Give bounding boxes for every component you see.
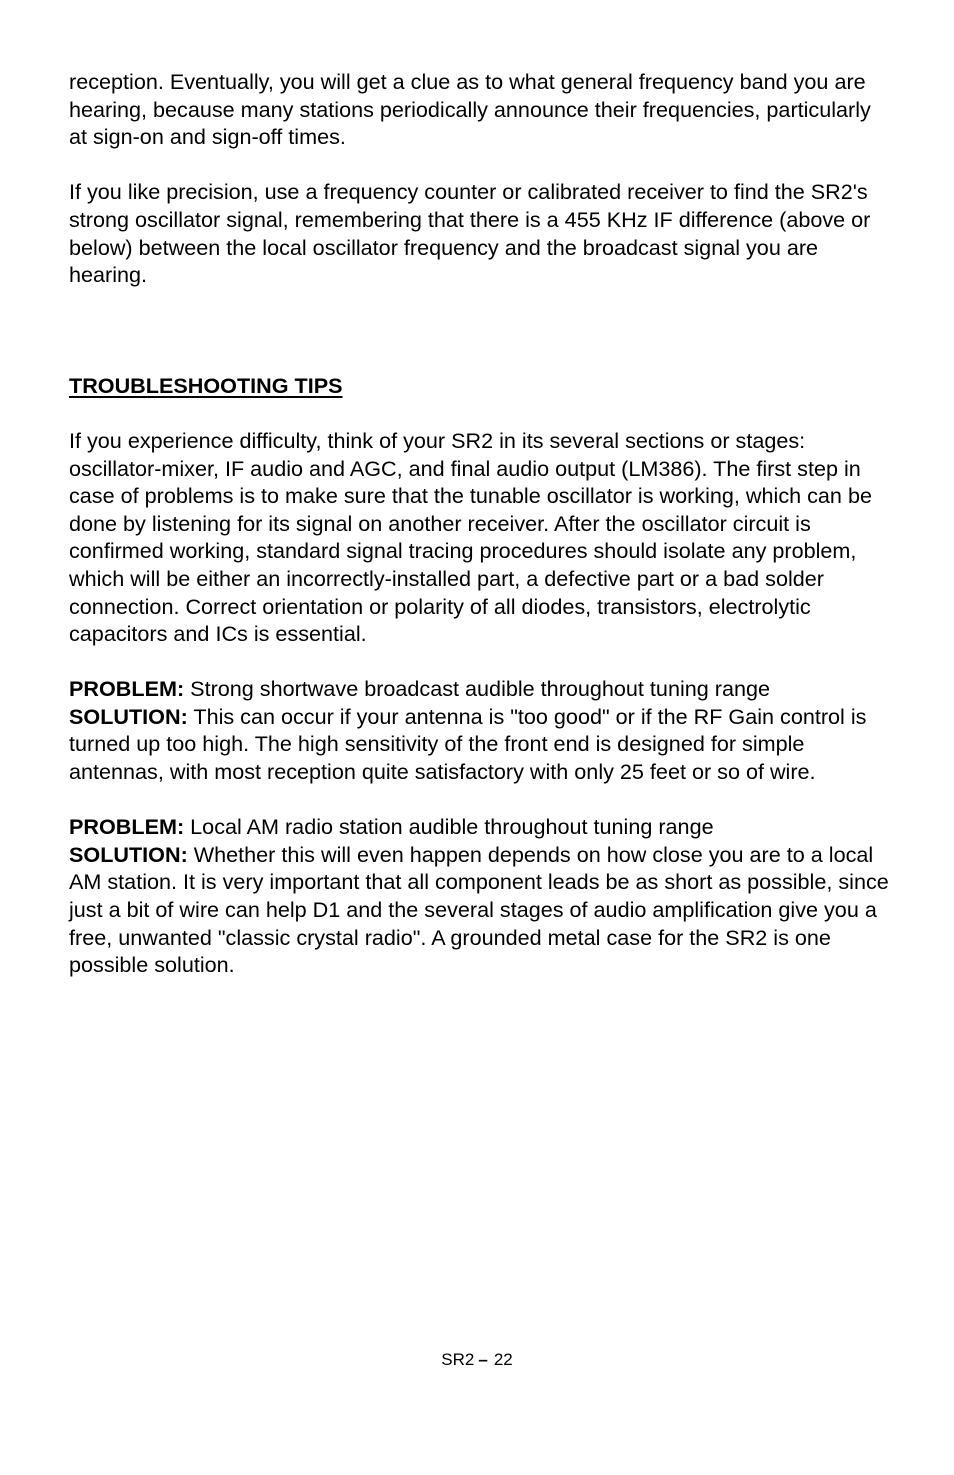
paragraph-reception: reception. Eventually, you will get a clue as to what general frequency band you are hearing, because many stations periodically announce their frequencies, particularly at sign-on and sign-off times.	[69, 69, 871, 150]
problem-2	[69, 813, 889, 979]
solution-label: SOLUTION:	[69, 841, 188, 867]
problem-text: Strong shortwave broadcast audible throughout tuning range	[184, 676, 770, 702]
problem-label: PROBLEM:	[69, 814, 185, 840]
footer-dash: –	[478, 1350, 488, 1369]
footer-doc-name: SR2	[441, 1350, 475, 1369]
paragraph-troubleshooting-intro: If you experience difficulty, think of your SR2 in its several sections or stages: oscillator-mixer, IF audio and AGC, and final audio output (LM386). The first step in case of problems is to make sure that the tunable oscillator is working, which can be done by listening for its signal on another receiver. After the oscillator circuit is confirmed working, standard signal tracing procedures should isolate any problem, which will be either an incorrectly-installed part, a defective part or a bad solder connection. Correct orientation or polarity of all diodes, transistors, electrolytic capacitors and ICs is essential.	[69, 427, 872, 647]
solution-text: Whether this will even happen depends on how close you are to a local AM station. It is very important that all component leads be as short as possible, since just a bit of wire can help D1 and the several stages of audio amplification give you a free, unwanted "classic crystal radio". A grounded metal case for the SR2 is one possible solution.	[69, 841, 889, 978]
problem-label: PROBLEM:	[69, 676, 185, 702]
page-content	[69, 68, 889, 979]
solution-label: SOLUTION:	[69, 703, 188, 729]
paragraph-precision: If you like precision, use a frequency counter or calibrated receiver to find the SR2's strong oscillator signal, remembering that there is a 455 KHz IF difference (above or below) between the local oscillator frequency and the broadcast signal you are hearing.	[69, 179, 871, 288]
problem-1	[69, 675, 889, 785]
solution-text: This can occur if your antenna is "too good" or if the RF Gain control is turned up too high. The high sensitivity of the front end is designed for simple antennas, with most reception quite satisfactory with only 25 feet or so of wire.	[69, 703, 867, 785]
page-footer	[0, 1349, 954, 1371]
page-number: 22	[493, 1350, 513, 1369]
problem-text: Local AM radio station audible throughout tuning range	[184, 814, 714, 840]
section-heading: TROUBLESHOOTING TIPS	[69, 372, 343, 398]
